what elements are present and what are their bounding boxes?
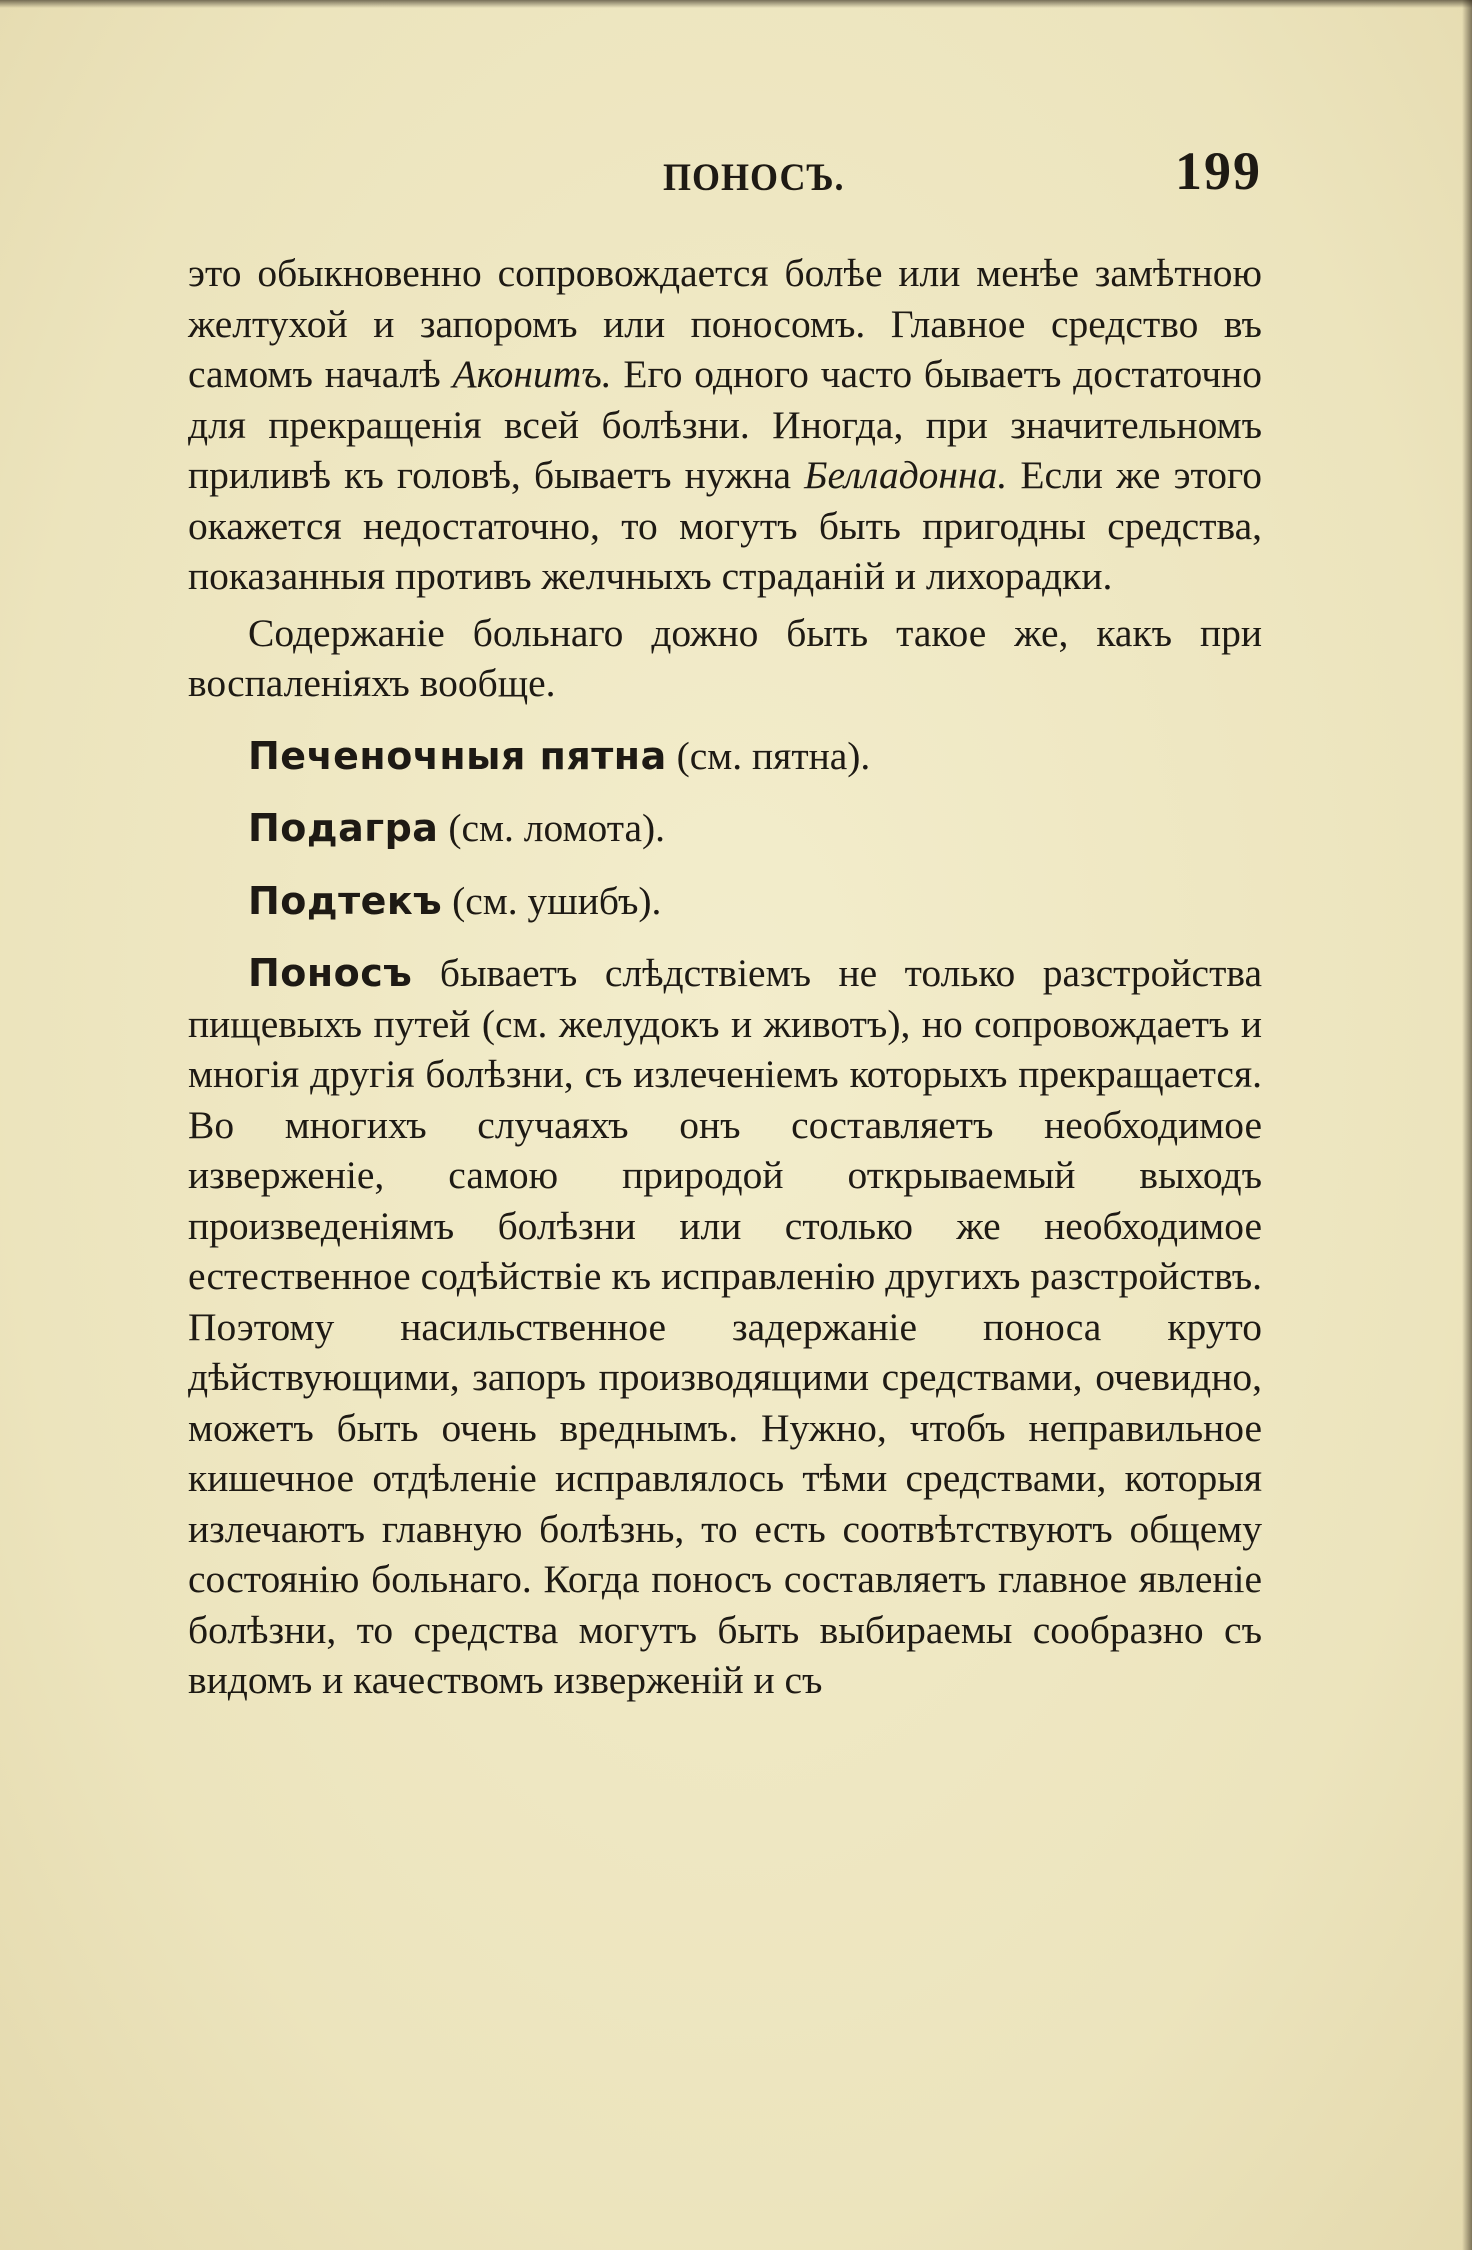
entry-term: Поносъ [248, 951, 413, 995]
entry-term: Печеночныя пятна [248, 733, 667, 778]
entry-term: Подагра [248, 806, 439, 850]
dictionary-entry [188, 803, 1262, 854]
main-entry [188, 948, 1262, 1706]
entry-term: Подтекъ [248, 878, 443, 923]
page-number: 199 [1175, 141, 1262, 201]
remedy-name: Аконитъ. [452, 352, 612, 396]
page-header [188, 140, 1262, 210]
running-head: ПОНОСЪ. [663, 155, 845, 199]
body-text [188, 248, 1262, 1706]
text-run: Если же этого окажется недостаточно, то могутъ быть пригодны средства, показанныя противъ желчныхъ страданій и лихорадки. [188, 453, 1262, 598]
entry-reference: (см. пятна). [666, 733, 871, 778]
paragraph: Содержаніе больнаго дожно быть такое же, какъ при воспаленіяхъ вообще. [188, 610, 1262, 705]
entry-text: бываетъ слѣдствіемъ не только разстройства пищевыхъ путей (см. желудокъ и животъ), но сопровождаетъ и многія другія болѣзни, съ излеченіемъ которыхъ прекращается. Во многихъ случаяхъ онъ составляетъ необходимое изверженіе, самою природой открываемый выходъ произведеніямъ болѣзни или столько же необходимое естественное содѣйствіе къ исправленію другихъ разстройствъ. Поэтому насильственное задержаніе поноса круто дѣйствующими, запоръ производящими средствами, очевидно, можетъ быть очень вреднымъ. Нужно, чтобъ неправильное кишечное отдѣленіе исправлялось тѣми средствами, которыя излечаютъ главную болѣзнь, то есть соотвѣтствуютъ общему состоянію больнаго. Когда поносъ составляетъ главное явленіе болѣзни, то средства могутъ быть выбираемы сообразно съ видомъ и качествомъ изверженій и съ [188, 951, 1262, 1702]
text-run: это обыкновенно сопровождается болѣе или менѣе замѣтною желтухой и запоромъ или поносомъ. Главное средство въ самомъ началѣ [188, 251, 1262, 396]
remedy-name: Белладонна. [804, 453, 1008, 497]
entry-reference: (см. ломота). [438, 806, 665, 850]
dictionary-entry [188, 731, 1262, 782]
paragraph-continued [188, 248, 1262, 602]
entry-reference: (см. ушибъ). [442, 878, 662, 923]
dictionary-entry [188, 876, 1262, 927]
text-run: Его одного часто бываетъ достаточно для прекращенія всей болѣзни. Иногда, при значительномъ приливѣ къ головѣ, бываетъ нужна [188, 352, 1262, 497]
